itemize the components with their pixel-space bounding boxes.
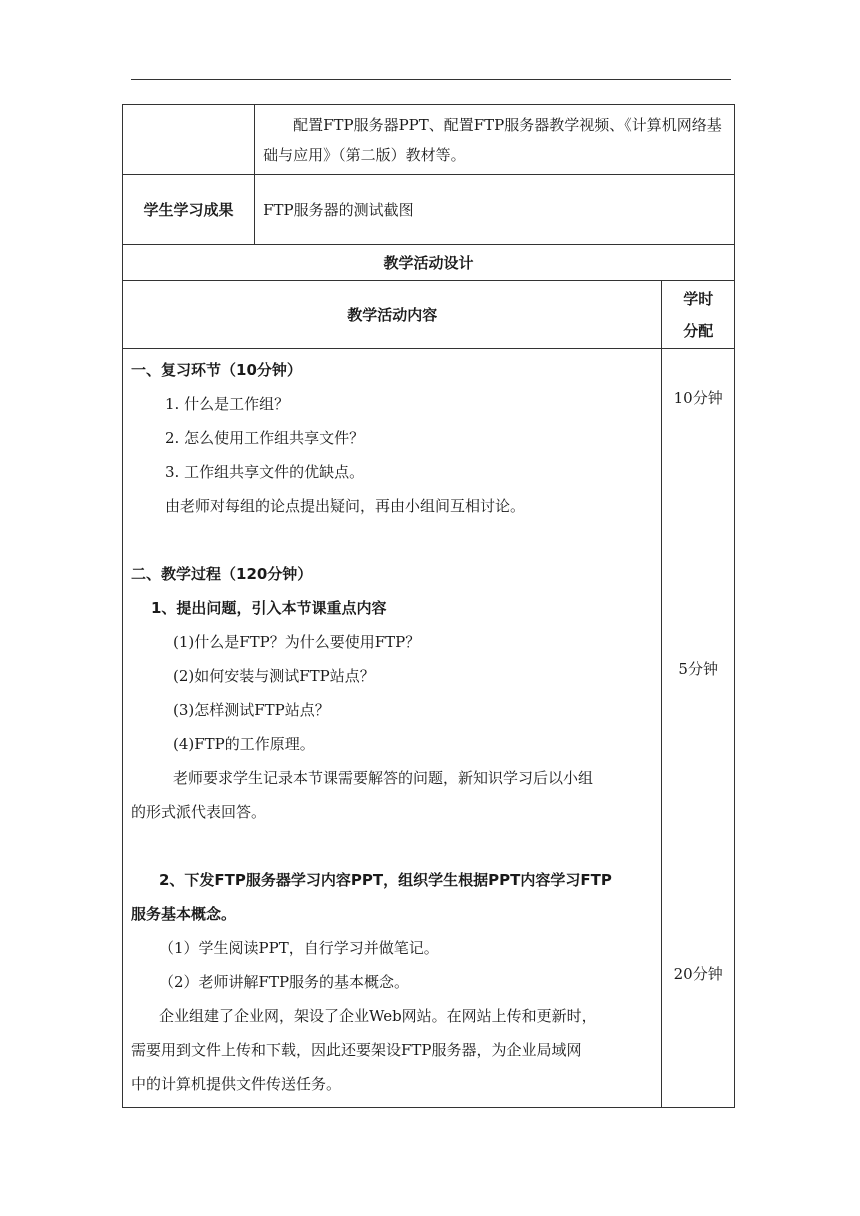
- review-note: 由老师对每组的论点提出疑问，再由小组间互相讨论。: [165, 497, 526, 515]
- step2-title-line1: 2、下发FTP服务器学习内容PPT，组织学生根据PPT内容学习FTP: [159, 871, 612, 889]
- section-title: 教学活动设计: [123, 245, 735, 281]
- outcome-label: 学生学习成果: [123, 175, 255, 245]
- content-header: 教学活动内容: [123, 281, 662, 349]
- step1-item-2: (2)如何安装与测试FTP站点？: [173, 667, 375, 685]
- review-item-1: 1. 什么是工作组？: [165, 395, 290, 413]
- review-title: 一、复习环节（10分钟）: [131, 361, 302, 379]
- outcome-value: FTP服务器的测试截图: [255, 175, 735, 245]
- step2-para-line2: 需要用到文件上传和下载，因此还要架设FTP服务器，为企业局域网: [131, 1041, 582, 1059]
- step2-title-line2: 服务基本概念。: [131, 905, 237, 923]
- hours-review: 10分钟: [673, 389, 723, 407]
- step1-item-3: (3)怎样测试FTP站点？: [173, 701, 330, 719]
- step1-note-line1: 老师要求学生记录本节课需要解答的问题，新知识学习后以小组: [173, 769, 594, 787]
- step2-para-line1: 企业组建了企业网，架设了企业Web网站。在网站上传和更新时，: [159, 1007, 597, 1025]
- header-rule: [131, 79, 731, 80]
- step1-item-1: (1)什么是FTP？为什么要使用FTP？: [173, 633, 421, 651]
- resources-row: [123, 105, 735, 175]
- resources-label-cell: [123, 105, 255, 175]
- activity-row: [123, 349, 735, 1108]
- process-title: 二、教学过程（120分钟）: [131, 565, 313, 583]
- review-item-2: 2. 怎么使用工作组共享文件？: [165, 429, 365, 447]
- hours-header-line2: 分配: [683, 321, 714, 340]
- hours-header: [662, 281, 735, 349]
- step1-title: 1、提出问题，引入本节课重点内容: [151, 599, 387, 617]
- lesson-plan-table: [122, 104, 735, 1108]
- hours-header-line1: 学时: [683, 289, 714, 308]
- hours-column: [662, 349, 735, 1108]
- section-title-row: [123, 245, 735, 281]
- column-header-row: [123, 281, 735, 349]
- review-item-3: 3. 工作组共享文件的优缺点。: [165, 463, 365, 481]
- step2-item-1: （1）学生阅读PPT，自行学习并做笔记。: [159, 939, 439, 957]
- outcome-row: [123, 175, 735, 245]
- hours-step1: 5分钟: [678, 660, 718, 678]
- step1-note-line2: 的形式派代表回答。: [131, 803, 267, 821]
- hours-step2: 20分钟: [673, 965, 723, 983]
- step2-item-2: （2）老师讲解FTP服务的基本概念。: [159, 973, 410, 991]
- step1-item-4: (4)FTP的工作原理。: [173, 735, 315, 753]
- step2-para-line3: 中的计算机提供文件传送任务。: [131, 1075, 342, 1093]
- resources-text: 配置FTP服务器PPT、配置FTP服务器教学视频、《计算机网络基础与应用》（第二版）教材等。: [263, 116, 722, 164]
- activity-content: [123, 349, 662, 1108]
